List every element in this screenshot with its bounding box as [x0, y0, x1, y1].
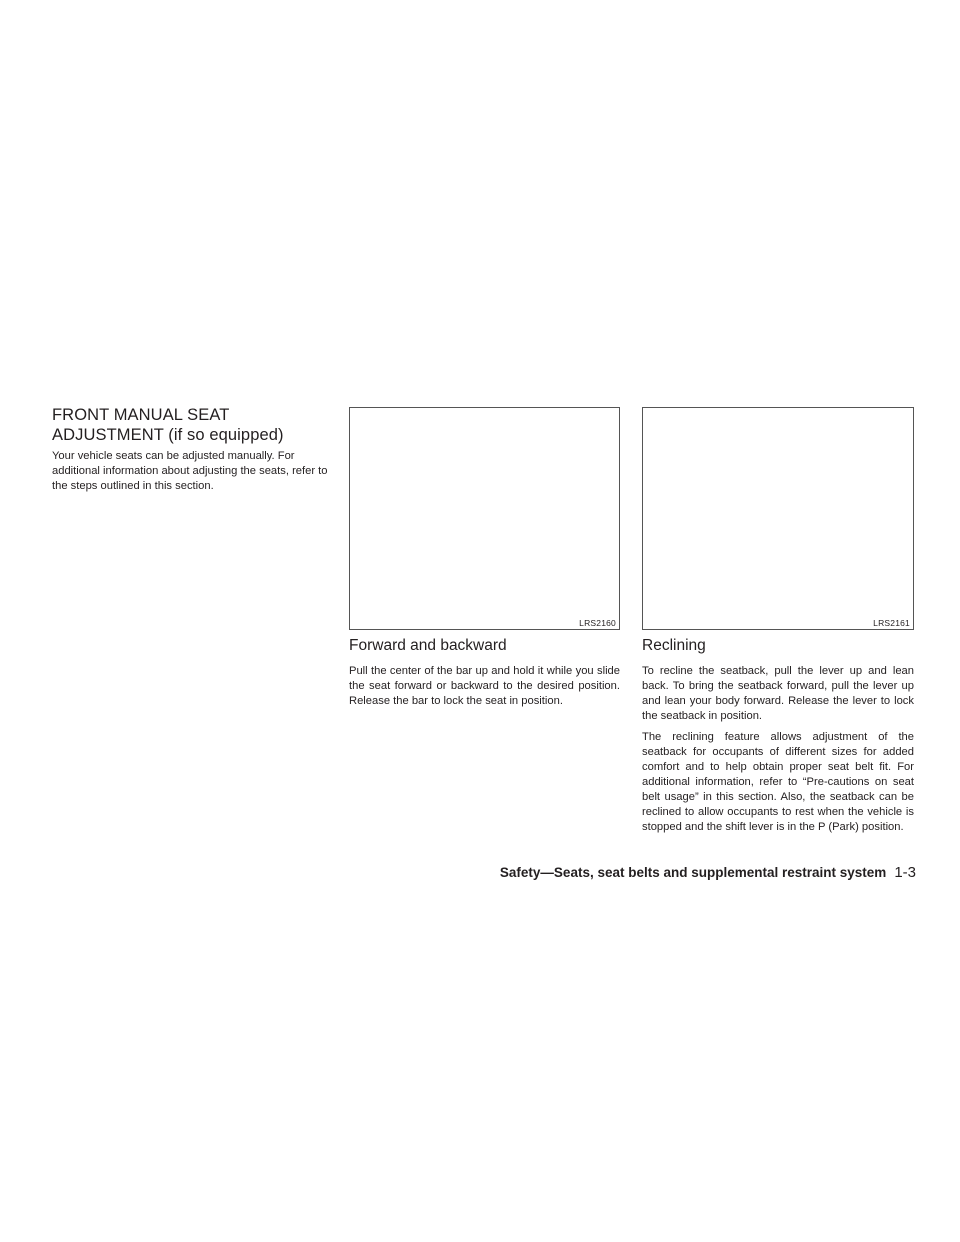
middle-column — [349, 407, 620, 715]
section-heading-line1: FRONT MANUAL SEAT — [52, 406, 230, 424]
left-column — [52, 405, 330, 500]
figure-forward-backward — [349, 407, 620, 630]
reclining-paragraph-1: To recline the seatback, pull the lever up and lean back. To bring the seatback forward, pull the lever up and lean your body forward. Release the lever to lock the seatback in position. — [642, 665, 914, 722]
forward-backward-paragraph: Pull the center of the bar up and hold it while you slide the seat forward or backward to the desired position. Release the bar to lock the seat in position. — [349, 665, 620, 707]
section-heading — [52, 405, 330, 445]
reclining-paragraph-2: The reclining feature allows adjustment of the seatback for occupants of different sizes for added comfort and to help obtain proper seat belt fit. For additional information, refer to “Pre-cautions on seat belt usage” in this section. Also, the seatback can be reclined to allow occupants to rest when the vehicle is stopped and the shift lever is in the P (Park) position. — [642, 731, 914, 833]
right-column — [642, 407, 914, 841]
subsection-heading-reclining: Reclining — [642, 637, 706, 654]
section-heading-line2: ADJUSTMENT (if so equipped) — [52, 426, 284, 444]
subsection-heading-forward-backward: Forward and backward — [349, 637, 507, 654]
page-number: 1-3 — [894, 864, 916, 881]
page-footer — [500, 865, 916, 881]
figure-reclining — [642, 407, 914, 630]
figure-id-label: LRS2160 — [579, 618, 616, 628]
intro-paragraph: Your vehicle seats can be adjusted manually. For additional information about adjusting the seats, refer to the steps outlined in this section. — [52, 450, 328, 492]
footer-section-title: Safety—Seats, seat belts and supplemental restraint system — [499, 865, 887, 880]
figure-id-label: LRS2161 — [873, 618, 910, 628]
